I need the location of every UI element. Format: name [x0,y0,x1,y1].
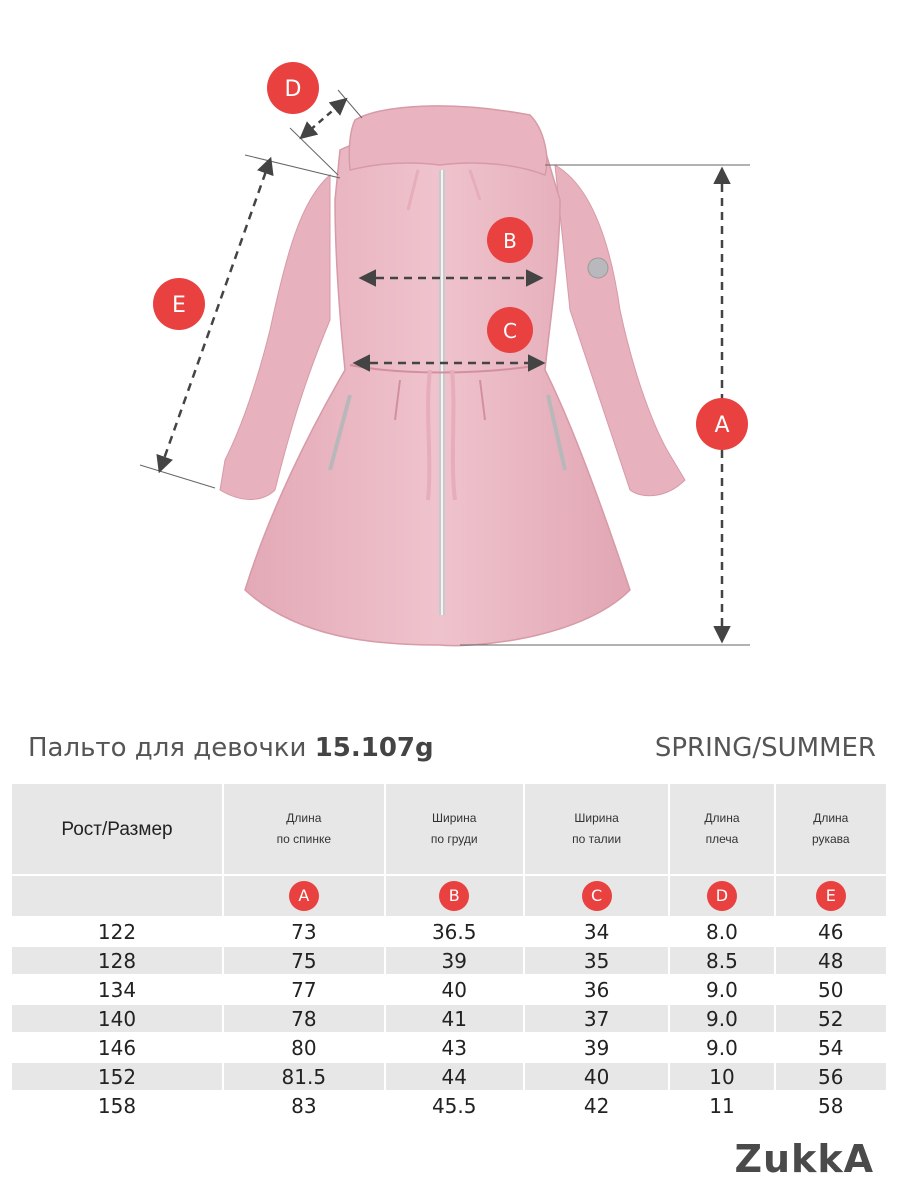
column-header [670,784,773,874]
column-marker-badge: D [707,881,737,911]
measurement-cell: 11 [709,1093,735,1118]
column-header-line1: Ширина [432,811,477,825]
marker-d-label: D [284,77,302,102]
measurement-cell: 81.5 [224,1063,384,1090]
measurement-cell: 50 [818,977,844,1002]
measurement-cell: 40 [441,977,467,1002]
measurement-cell: 8.5 [670,947,773,974]
marker-c-badge [487,307,533,353]
measurement-cell: 78 [224,1005,384,1032]
column-header [776,784,886,874]
brand-logo: ZukkA [734,1137,874,1181]
measurement-cell: 36 [583,977,610,1002]
marker-row-empty [12,876,222,916]
measurement-cell: 77 [291,977,317,1002]
measurement-cell: 37 [525,1005,669,1032]
column-marker-cell [525,876,669,916]
measurement-cell: 56 [776,1063,886,1090]
column-marker-badge: B [439,881,469,911]
size-cell: 140 [12,1005,222,1032]
measurement-cell: 36.5 [431,919,477,944]
marker-e-label: E [172,293,186,318]
corner-label: Рост/Размер [12,784,222,874]
column-header [224,784,384,874]
measurement-cell: 45.5 [431,1093,477,1118]
measurement-cell: 80 [291,1035,317,1060]
measurement-cell: 40 [525,1063,669,1090]
size-cell: 128 [12,947,222,974]
size-cell: 134 [97,977,137,1002]
size-cell: 146 [97,1035,137,1060]
measurement-cell: 44 [386,1063,523,1090]
table-row [12,918,886,945]
measurement-cell: 41 [386,1005,523,1032]
column-header-line2: плеча [705,832,739,846]
measurement-cell: 9.0 [670,1005,773,1032]
table-marker-row [12,876,886,916]
measurement-cell: 39 [583,1035,610,1060]
table-row [12,976,886,1003]
table-row [12,1005,886,1032]
title-row [28,733,876,773]
column-header-line2: по талии [572,832,622,846]
measurement-cell: 83 [291,1093,317,1118]
column-header [386,784,523,874]
measurement-cell: 10 [670,1063,773,1090]
size-cell: 158 [97,1093,137,1118]
marker-b-label: B [503,229,517,253]
marker-b-badge [487,217,533,263]
column-header-line1: Длина [704,811,740,825]
marker-a-badge [696,398,748,450]
measurement-cell: 35 [525,947,669,974]
product-model: 15.107g [314,733,434,763]
column-header-line1: Длина [813,811,849,825]
table-row [12,1092,886,1119]
measurement-cell: 42 [583,1093,610,1118]
table-body [12,918,886,1119]
column-header-line2: по спинке [276,832,332,846]
column-header-line2: рукава [811,832,850,846]
column-marker-cell [224,876,384,916]
measurement-cell: 52 [776,1005,886,1032]
measurement-cell: 39 [386,947,523,974]
measurement-cell: 34 [583,919,610,944]
product-title-prefix: Пальто для девочки [28,733,307,763]
measurement-cell: 48 [776,947,886,974]
measurement-cell: 43 [441,1035,467,1060]
marker-e-badge [153,278,205,330]
column-header-line2: по груди [430,832,478,846]
measurement-cell: 75 [224,947,384,974]
measurement-cell: 9.0 [706,1035,738,1060]
column-header-line1: Ширина [574,811,619,825]
measurement-cell: 8.0 [706,919,738,944]
size-cell: 152 [12,1063,222,1090]
column-marker-badge: C [582,881,612,911]
table-row [12,1063,886,1090]
measurement-cell: 58 [818,1093,844,1118]
marker-d-badge [267,62,319,114]
column-marker-cell [670,876,773,916]
measurement-cell: 54 [818,1035,844,1060]
table-row [12,947,886,974]
column-marker-cell [386,876,523,916]
measurement-cell: 46 [818,919,844,944]
season-label: SPRING/SUMMER [654,733,876,763]
table-header-row [12,784,886,874]
marker-a-label: A [714,413,730,438]
column-marker-badge: E [816,881,846,911]
size-table [10,782,888,1121]
column-marker-badge: A [289,881,319,911]
product-title [28,733,434,763]
coat-image [220,106,685,646]
measurement-cell: 9.0 [706,977,738,1002]
column-header-line1: Длина [286,811,322,825]
measurement-cell: 73 [291,919,317,944]
column-header [525,784,669,874]
size-cell: 122 [97,919,137,944]
column-marker-cell [776,876,886,916]
table-row [12,1034,886,1061]
marker-c-label: C [503,319,517,343]
